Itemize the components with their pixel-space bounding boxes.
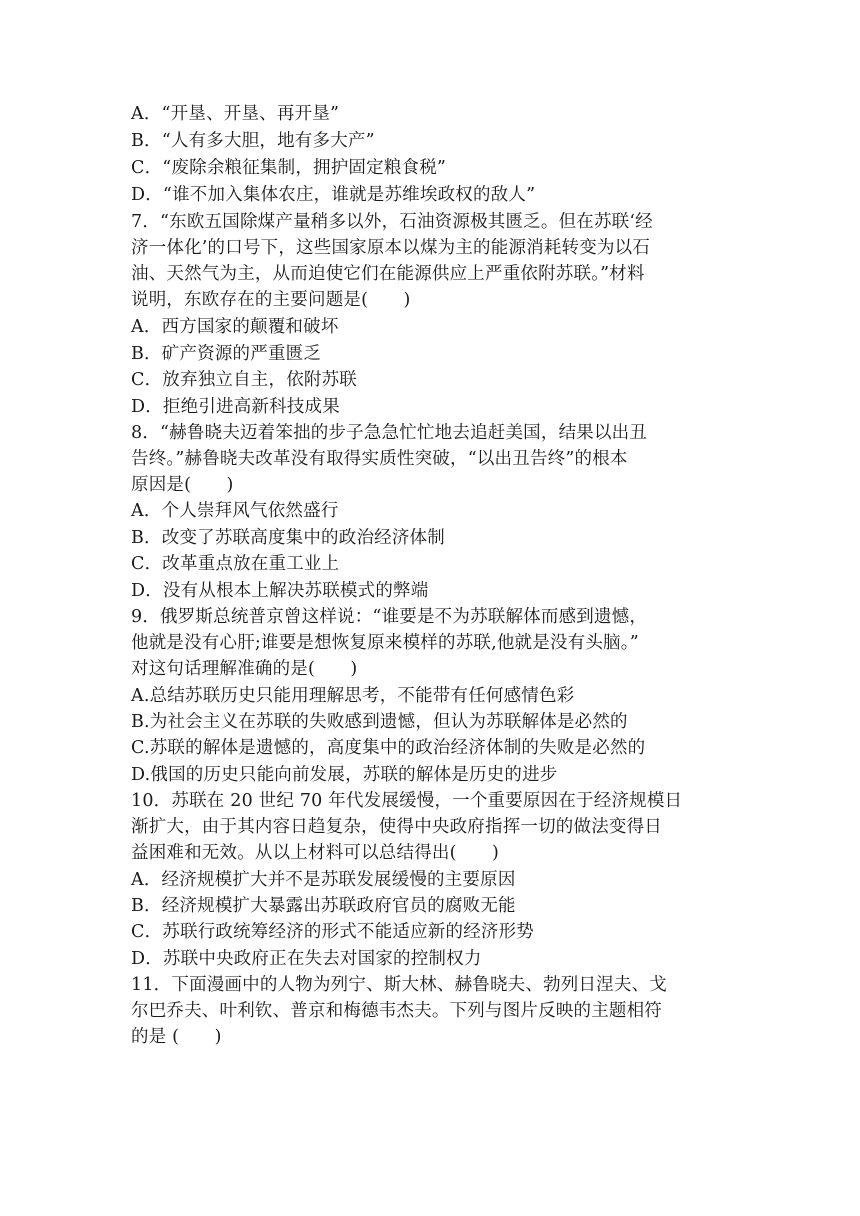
option-line: D．没有从根本上解决苏联模式的弊端 <box>131 581 429 601</box>
question-8-text: 8．“赫鲁晓夫迈着笨拙的步子急急忙忙地去追赶美国，结果以出丑 <box>131 423 648 443</box>
question-11-text: 的是 ( ) <box>131 1027 222 1047</box>
option-line: D．“谁不加入集体农庄，谁就是苏维埃政权的敌人” <box>131 185 536 205</box>
question-11-text: 尔巴乔夫、叶利钦、普京和梅德韦杰夫。下列与图片反映的主题相符 <box>131 1001 662 1021</box>
option-line: A．经济规模扩大并不是苏联发展缓慢的主要原因 <box>131 870 516 890</box>
option-line: D．苏联中央政府正在失去对国家的控制权力 <box>131 949 482 969</box>
question-7-text: 说明，东欧存在的主要问题是( ) <box>131 290 411 310</box>
question-9-text: 对这句话理解准确的是( ) <box>131 659 358 679</box>
option-line: C．“废除余粮征集制，拥护固定粮食税” <box>131 158 447 178</box>
question-7-text: 济一体化’的口号下，这些国家原本以煤为主的能源消耗转变为以石 <box>131 238 651 258</box>
question-11-text: 11．下面漫画中的人物为列宁、斯大林、赫鲁晓夫、勃列日涅夫、戈 <box>131 975 667 995</box>
option-line: B．矿产资源的严重匮乏 <box>131 344 322 364</box>
question-10-text: 渐扩大，由于其内容日趋复杂，使得中央政府指挥一切的做法变得日 <box>131 817 662 837</box>
option-line: C．苏联行政统筹经济的形式不能适应新的经济形势 <box>131 922 534 942</box>
option-line: C．改革重点放在重工业上 <box>131 554 340 574</box>
question-7-text: 7．“东欧五国除煤产量稍多以外，石油资源极其匮乏。但在苏联‘经 <box>131 212 653 232</box>
question-9-text: 9．俄罗斯总统普京曾这样说：“谁要是不为苏联解体而感到遗憾， <box>131 607 648 627</box>
option-line: D.俄国的历史只能向前发展，苏联的解体是历史的进步 <box>131 765 558 785</box>
option-line: C．放弃独立自主，依附苏联 <box>131 370 357 390</box>
question-8-text: 原因是( ) <box>131 475 234 495</box>
question-9-text: 他就是没有心肝;谁要是想恢复原来模样的苏联,他就是没有头脑。” <box>131 633 639 653</box>
option-line: C.苏联的解体是遗憾的，高度集中的政治经济体制的失败是必然的 <box>131 738 646 758</box>
option-line: B.为社会主义在苏联的失败感到遗憾，但认为苏联解体是必然的 <box>131 712 628 732</box>
option-line: B．“人有多大胆，地有多大产” <box>131 131 375 151</box>
question-8-text: 告终。”赫鲁晓夫改革没有取得实质性突破，“以出丑告终”的根本 <box>131 449 628 469</box>
question-10-text: 益困难和无效。从以上材料可以总结得出( ) <box>131 843 500 863</box>
option-line: B．经济规模扩大暴露出苏联政府官员的腐败无能 <box>131 896 516 916</box>
option-line: A．西方国家的颠覆和破坏 <box>131 317 339 337</box>
option-line: B．改变了苏联高度集中的政治经济体制 <box>131 528 445 548</box>
option-line: A.总结苏联历史只能用理解思考，不能带有任何感情色彩 <box>131 686 575 706</box>
option-line: A．“开垦、开垦、再开垦” <box>131 104 340 124</box>
question-7-text: 油、天然气为主，从而迫使它们在能源供应上严重依附苏联。”材料 <box>131 264 645 284</box>
option-line: D．拒绝引进高新科技成果 <box>131 397 340 417</box>
question-10-text: 10．苏联在 20 世纪 70 年代发展缓慢，一个重要原因在于经济规模日 <box>131 791 683 811</box>
option-line: A．个人崇拜风气依然盛行 <box>131 501 339 521</box>
